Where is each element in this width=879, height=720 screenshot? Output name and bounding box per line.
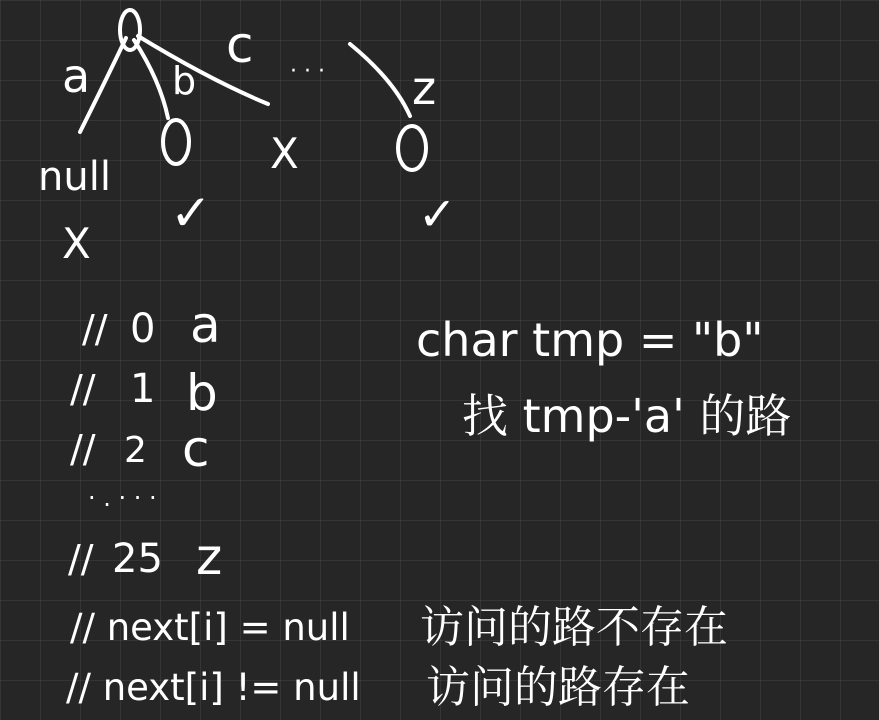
map-char-0: a bbox=[190, 296, 221, 354]
edge-ellipsis: · · · bbox=[290, 59, 325, 84]
map-prefix-2: // bbox=[70, 427, 96, 471]
rule-null-code: // next[i] = null bbox=[70, 606, 350, 649]
code-note-line1: char tmp = "b" bbox=[416, 313, 764, 367]
code-note-line2: 找 tmp-'a' 的路 bbox=[462, 389, 792, 443]
map-char-1: b bbox=[186, 364, 218, 422]
edge-z bbox=[350, 44, 410, 116]
cross-mark-a: X bbox=[62, 219, 91, 268]
edge-label-a: a bbox=[62, 49, 91, 103]
map-index-0: 0 bbox=[130, 306, 156, 352]
map-index-25: 25 bbox=[112, 536, 163, 582]
check-mark-z: ✓ bbox=[418, 187, 457, 241]
child-node-b bbox=[163, 120, 189, 164]
edge-label-z: z bbox=[412, 61, 437, 115]
rule-notnull-code: // next[i] != null bbox=[66, 666, 361, 709]
map-char-2: c bbox=[182, 420, 210, 478]
map-ellipsis: · . · · · bbox=[88, 484, 157, 512]
map-index-2: 2 bbox=[124, 430, 147, 471]
root-node bbox=[120, 10, 140, 50]
cross-mark-c: X bbox=[270, 129, 299, 178]
rule-null-meaning: 访问的路不存在 bbox=[420, 602, 728, 653]
edge-label-c: c bbox=[226, 16, 254, 74]
check-mark-b: ✓ bbox=[170, 184, 212, 242]
map-prefix-0: // bbox=[82, 307, 108, 351]
map-prefix-1: // bbox=[70, 367, 96, 411]
map-index-1: 1 bbox=[130, 366, 156, 412]
rule-notnull-meaning: 访问的路存在 bbox=[426, 662, 690, 713]
edge-label-b: b bbox=[172, 59, 197, 103]
map-char-25: z bbox=[196, 528, 223, 586]
child-node-z bbox=[398, 126, 426, 170]
null-label: null bbox=[38, 154, 111, 200]
map-prefix-25: // bbox=[68, 537, 94, 581]
